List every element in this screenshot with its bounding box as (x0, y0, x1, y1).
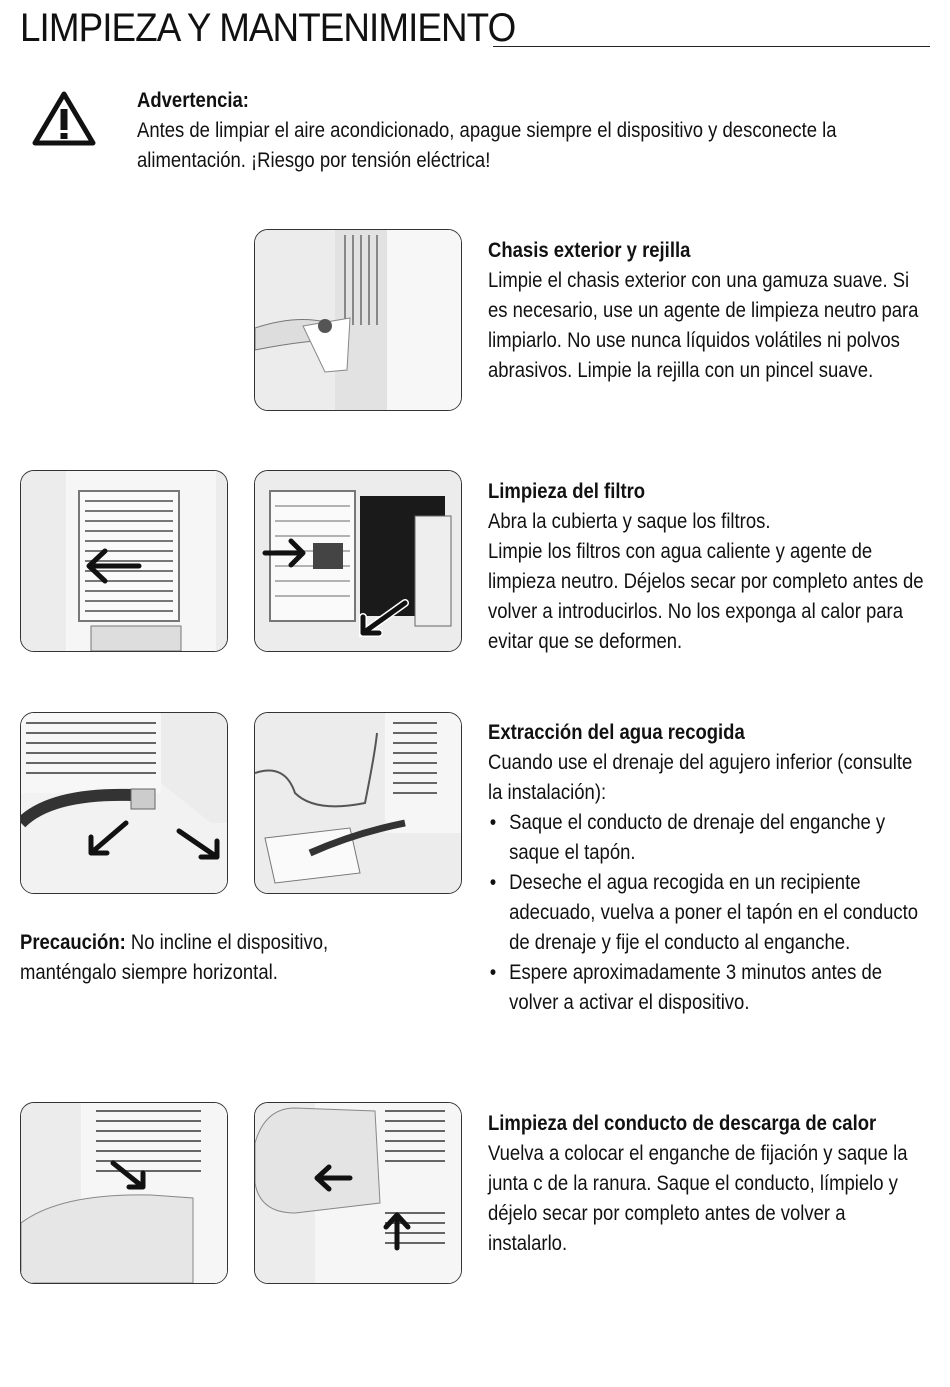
list-item: • Espere aproximadamente 3 minutos antes de volver a activar el dispositivo. (488, 958, 928, 1018)
photo-wiping-casing (254, 229, 462, 411)
section-exhaust (488, 1109, 928, 1259)
warning-heading: Advertencia: (137, 89, 249, 112)
section-paragraph: Limpie el chasis exterior con una gamuza suave. Si es necesario, use un agente de limpieza neutro para limpiarlo. No use nunca líquidos volátiles ni polvos abrasivos. Limpie la rejilla con un pincel suave. (488, 269, 919, 382)
section-heading: Chasis exterior y rejilla (488, 239, 691, 262)
section-heading: Extracción del agua recogida (488, 721, 745, 744)
warning-triangle-icon (32, 90, 96, 146)
list-item: • Deseche el agua recogida en un recipiente adecuado, vuelva a poner el tapón en el conducto de drenaje y fije el conducto al enganche. (488, 868, 928, 958)
section-paragraph: Abra la cubierta y saque los filtros. (488, 510, 771, 533)
caution-text: No incline el dispositivo, manténgalo siempre horizontal. (20, 931, 329, 984)
photo-exhaust-duct (20, 1102, 228, 1284)
caution-label: Precaución: (20, 931, 126, 954)
section-water (488, 718, 928, 1018)
caution-note (20, 928, 381, 988)
section-paragraph: Limpie los filtros con agua caliente y agente de limpieza neutro. Déjelos secar por completo antes de volver a introducirlos. No los exponga al calor para evitar que se deformen. (488, 540, 924, 653)
section-filter (488, 477, 924, 657)
photo-drain-hose (20, 712, 228, 894)
title-rule (493, 46, 930, 47)
photo-filter-removed (254, 470, 462, 652)
bullet-list (488, 808, 928, 1018)
section-casing (488, 236, 924, 386)
section-heading: Limpieza del filtro (488, 480, 646, 503)
section-paragraph: Vuelva a colocar el enganche de fijación y saque la junta c de la ranura. Saque el conducto, límpielo y déjelo secar por completo antes de volver a instalarlo. (488, 1142, 908, 1255)
photo-water-tray (254, 712, 462, 894)
warning-text: Antes de limpiar el aire acondicionado, apague siempre el dispositivo y desconecte la alimentación. ¡Riesgo por tensión eléctrica! (137, 119, 837, 172)
section-heading: Limpieza del conducto de descarga de calor (488, 1112, 877, 1135)
photo-exhaust-joint (254, 1102, 462, 1284)
section-paragraph: Cuando use el drenaje del agujero inferior (consulte la instalación): (488, 751, 913, 804)
warning-block (137, 86, 929, 176)
page-title: LIMPIEZA Y MANTENIMIENTO (20, 6, 516, 50)
list-item: • Saque el conducto de drenaje del enganche y saque el tapón. (488, 808, 928, 868)
photo-filter-cover (20, 470, 228, 652)
